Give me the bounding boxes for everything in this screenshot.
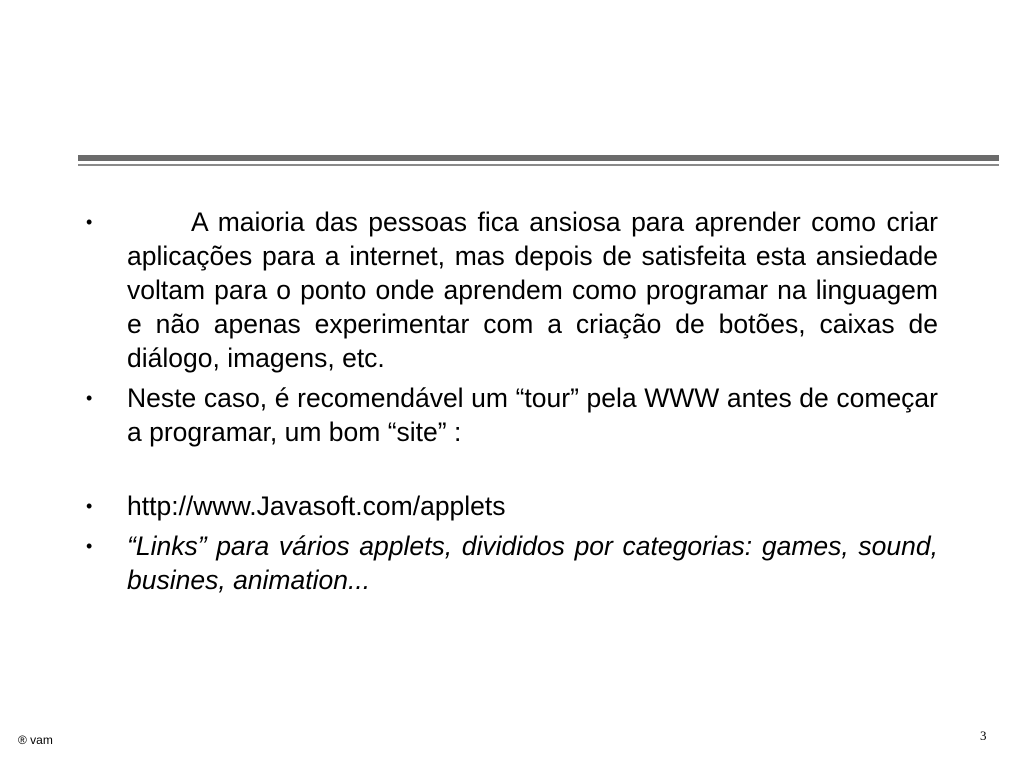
list-item [82,489,938,523]
bullet-2-text: Neste caso, é recomendável um “tour” pela WWW antes de começar a programar, um bom “site” : [127,383,938,447]
bullet-marker: • [86,536,93,556]
title-divider [78,155,999,167]
list-item [82,529,938,597]
page-number: 3 [980,728,987,743]
footer-copyright: ® vam [18,733,53,747]
bullet-3-text: http://www.Javasoft.com/applets [127,491,506,521]
bullet-marker: • [86,388,93,408]
bullet-list [82,205,938,603]
list-item [82,381,938,449]
list-item [82,205,938,375]
bullet-marker: • [86,212,93,232]
bullet-text [127,207,938,373]
bullet-4-text: “Links” para vários applets, divididos por categorias: games, sound, busines, animation... [127,531,938,595]
divider-thin-line [78,164,999,166]
bullet-marker: • [86,496,93,516]
divider-thick-line [78,155,999,161]
bullet-1-text: A maioria das pessoas fica ansiosa para aprender como criar aplicações para a internet, mas depois de satisfeita esta ansiedade voltam para o ponto onde aprendem como programar na linguagem e não apenas experimentar com a criação de botões, caixas de diálogo, imagens, etc. [127,207,938,373]
